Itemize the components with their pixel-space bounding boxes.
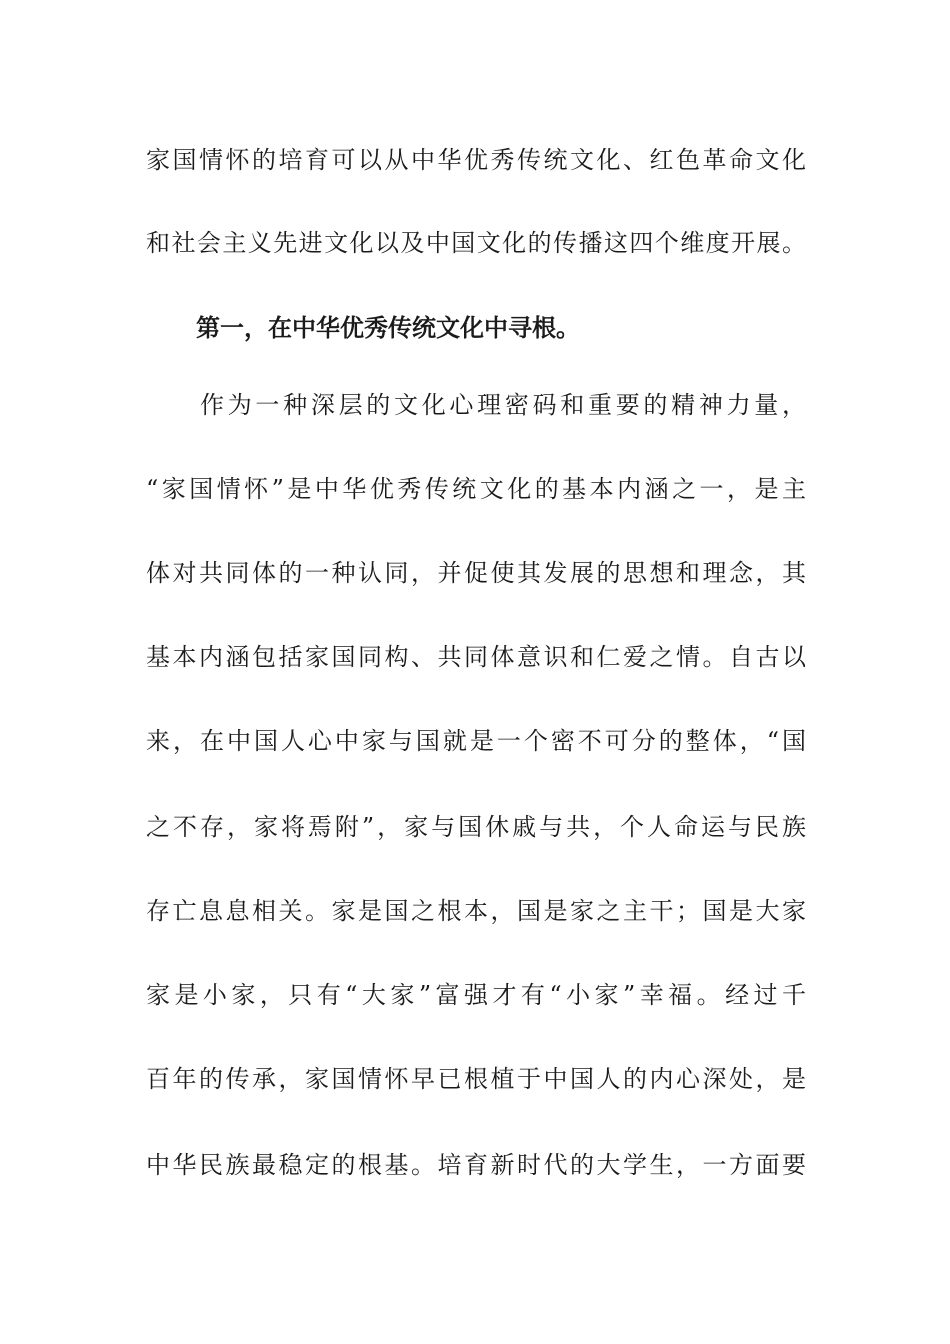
paragraph-line-7: 来，在中国人心中家与国就是一个密不可分的整体，“国 xyxy=(146,727,806,755)
paragraph-line-5: 体对共同体的一种认同，并促使其发展的思想和理念，其 xyxy=(146,559,806,587)
paragraph-line-11: 百年的传承，家国情怀早已根植于中国人的内心深处，是 xyxy=(146,1065,806,1093)
paragraph-line-8: 之不存，家将焉附”，家与国休戚与共，个人命运与民族 xyxy=(146,813,806,841)
paragraph-line-10: 家是小家，只有“大家”富强才有“小家”幸福。经过千 xyxy=(146,981,806,1009)
paragraph-line-6: 基本内涵包括家国同构、共同体意识和仁爱之情。自古以 xyxy=(146,643,806,671)
paragraph-line-4: “家国情怀”是中华优秀传统文化的基本内涵之一，是主 xyxy=(146,475,806,503)
paragraph-line-9: 存亡息息相关。家是国之根本，国是家之主干；国是大家 xyxy=(146,897,806,925)
paragraph-line-2: 和社会主义先进文化以及中国文化的传播这四个维度开展。 xyxy=(146,229,806,257)
section-heading: 第一，在中华优秀传统文化中寻根。 xyxy=(196,314,580,342)
paragraph-line-1: 家国情怀的培育可以从中华优秀传统文化、红色革命文化 xyxy=(146,146,806,174)
paragraph-line-3: 作为一种深层的文化心理密码和重要的精神力量， xyxy=(200,391,806,419)
paragraph-line-12: 中华民族最稳定的根基。培育新时代的大学生，一方面要 xyxy=(146,1151,806,1179)
